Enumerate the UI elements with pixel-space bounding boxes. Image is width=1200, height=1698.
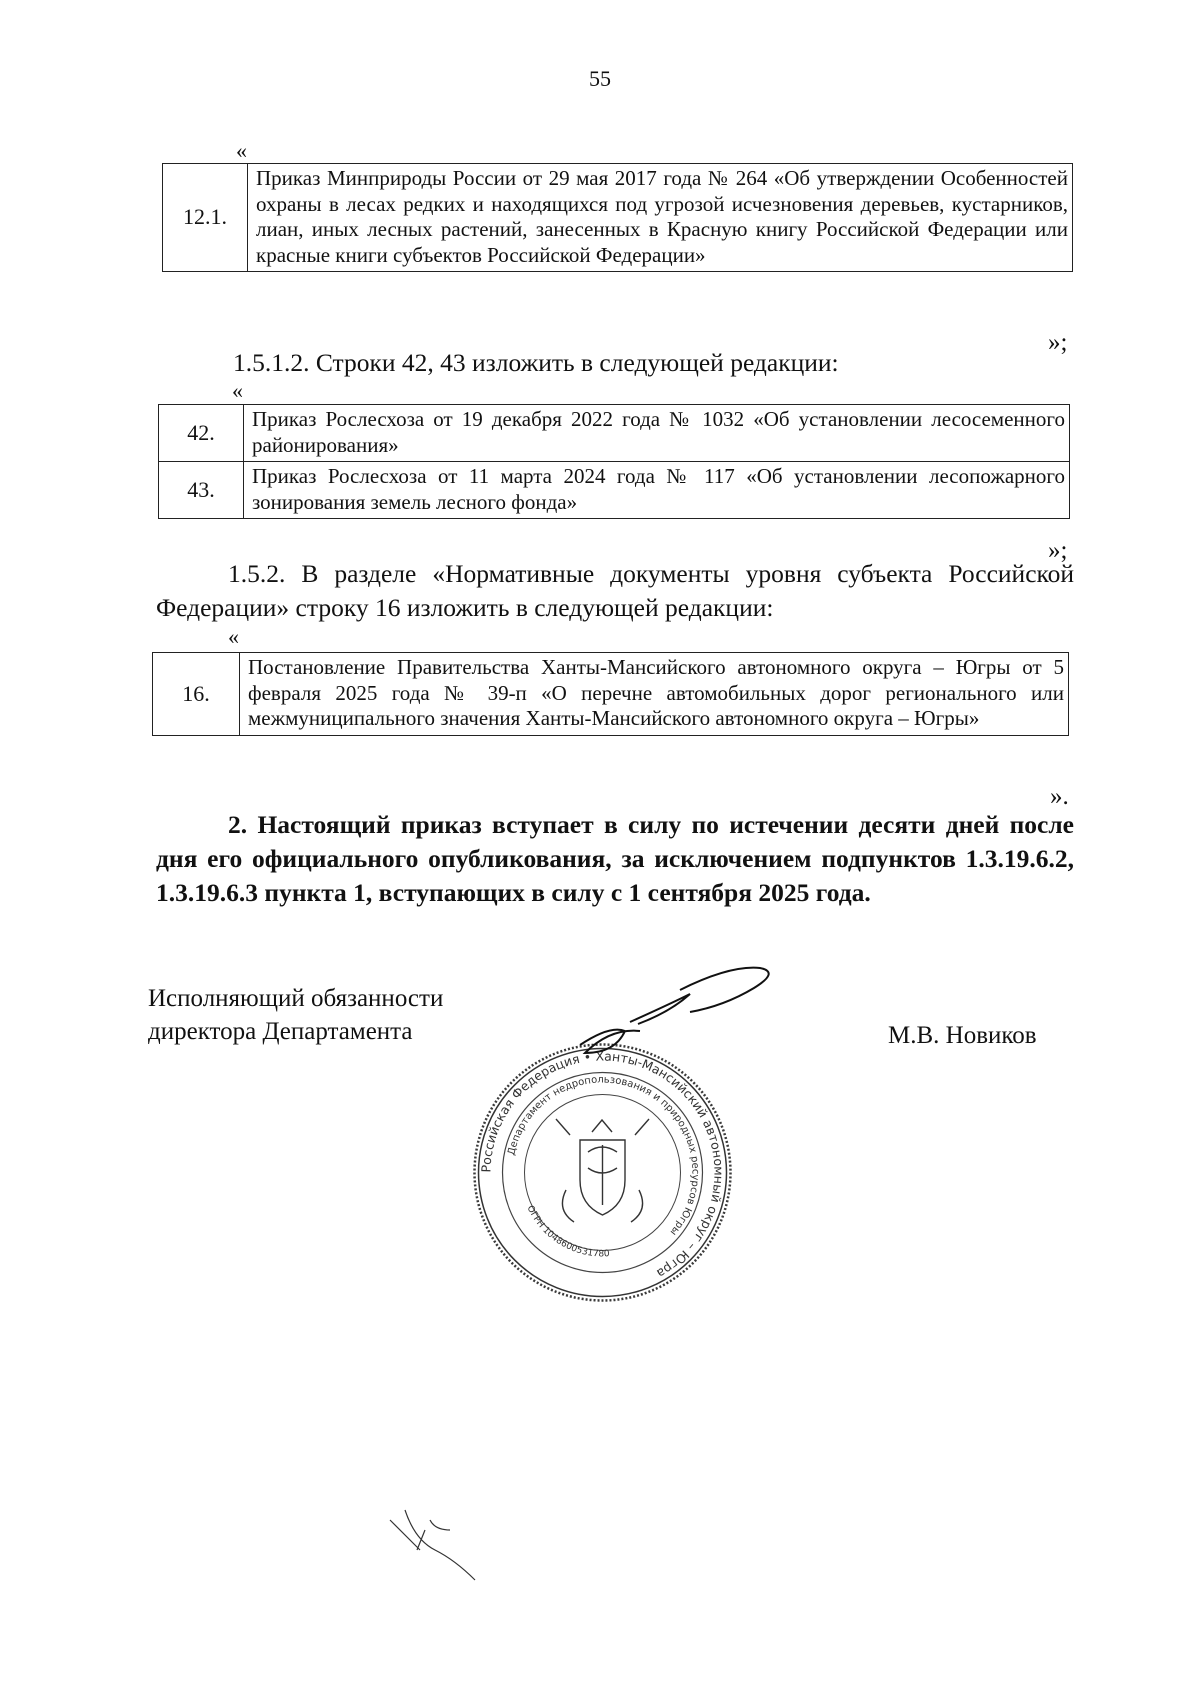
- handwritten-signature: [560, 950, 800, 1070]
- table-row: [153, 653, 1069, 736]
- seal-ogrn-textpath: ОГРН 1048600531780: [524, 1204, 610, 1260]
- signatory-name: М.В. Новиков: [888, 1022, 1037, 1049]
- paragraph-1-5-2-text: 1.5.2. В разделе «Нормативные документы уровня субъекта Российской Федерации» строку 16 изложить в следующей редакции:: [156, 559, 1074, 622]
- table-row: [163, 164, 1073, 272]
- paragraph-2-text: 2. Настоящий приказ вступает в силу по истечении десяти дней после дня его официального опубликования, за исключением подпунктов 1.3.19.6.2, 1.3.19.6.3 пункта 1, вступающих в силу с 1 сентября 2025 года.: [156, 810, 1074, 907]
- paragraph-2: [156, 808, 1074, 910]
- signatory-role: [148, 982, 443, 1048]
- row-text: Приказ Рослесхоза от 11 марта 2024 года № 117 «Об установлении лесопожарного зонирования земель лесного фонда»: [244, 462, 1070, 519]
- seal-outer-text: Российская Федерация • Ханты-Мансийский автономный округ – Югра: [478, 1048, 727, 1282]
- quote-open: «: [232, 378, 243, 403]
- row-number: 12.1.: [163, 164, 248, 272]
- amendment-table-3: [152, 652, 1069, 736]
- row-number: 16.: [153, 653, 240, 736]
- quote-close: »;: [1048, 329, 1068, 356]
- margin-scribble: [380, 1500, 490, 1590]
- page-number: 55: [589, 66, 611, 91]
- signatory-role-line-2: директора Департамента: [148, 1018, 413, 1045]
- amendment-table-1: [162, 163, 1073, 272]
- amendment-table-2: [158, 404, 1070, 519]
- paragraph-1-5-2: [156, 557, 1074, 625]
- quote-close: ».: [1050, 783, 1069, 810]
- quote-open: «: [236, 138, 247, 163]
- row-number: 43.: [159, 462, 244, 519]
- coat-of-arms-icon: [556, 1119, 649, 1222]
- signatory-role-line-1: Исполняющий обязанности: [148, 985, 444, 1012]
- table-row: [159, 462, 1070, 519]
- quote-close: »;: [1048, 537, 1068, 564]
- table-row: [159, 405, 1070, 462]
- row-text: Постановление Правительства Ханты-Мансийского автономного округа – Югры от 5 февраля 2025 года № 39-п «О перечне автомобильных дорог регионального или межмуниципального значения Ханты-Мансийского автономного округа – Югры»: [240, 653, 1069, 736]
- seal-inner-textpath: Департамент недропользования и природных ресурсов Югры: [506, 1074, 701, 1238]
- quote-open: «: [228, 624, 239, 649]
- row-text: Приказ Минприроды России от 29 мая 2017 года № 264 «Об утверждении Особенностей охраны в лесах редких и находящихся под угрозой исчезновения деревьев, кустарников, лиан, иных лесных растений, занесенных в Красную книгу Российской Федерации или красные книги субъектов Российской Федерации»: [248, 164, 1073, 272]
- row-number: 42.: [159, 405, 244, 462]
- paragraph-1-5-1-2: 1.5.1.2. Строки 42, 43 изложить в следующей редакции:: [233, 348, 839, 377]
- row-text: Приказ Рослесхоза от 19 декабря 2022 года № 1032 «Об установлении лесосеменного районирования»: [244, 405, 1070, 462]
- official-seal: [470, 1040, 735, 1305]
